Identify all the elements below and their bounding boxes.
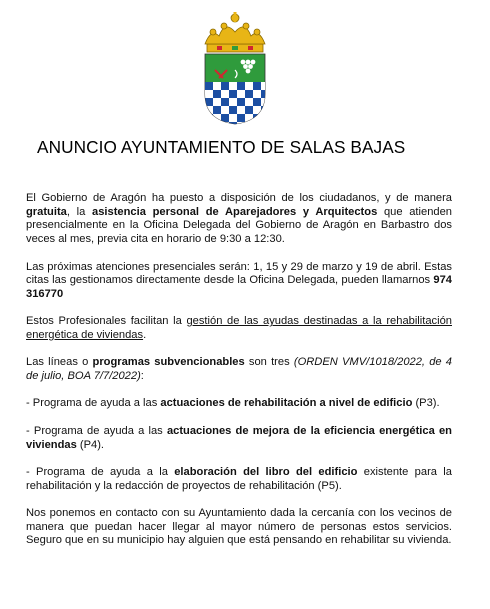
page-title: ANUNCIO AYUNTAMIENTO DE SALAS BAJAS [37, 137, 406, 157]
paragraph-closing: Nos ponemos en contacto con su Ayuntamiento dada la cercanía con los vecinos de manera que puedan hacer llegar al mayor número de personas estos servicios. Seguro que en su municipio hay alguien que está pensando en rehabilitar su vivienda. [26, 507, 452, 547]
paragraph-programs: Las líneas o programas subvencionables son tres (ORDEN VMV/1018/2022, de 4 de julio, BOA 7/7/2022): [26, 356, 452, 383]
paragraph-intro: El Gobierno de Aragón ha puesto a disposición de los ciudadanos, y de manera gratuita, la asistencia personal de Aparejadores y Arquitectos que atienden presencialmente en la Oficina Delegada del Gobierno de Aragón en Barbastro dos veces al mes, previa cita en horario de 9:30 a 12:30. [26, 192, 452, 246]
paragraph-services: Estos Profesionales facilitan la gestión de las ayudas destinadas a la rehabilitación energética de viviendas. [26, 315, 452, 341]
crown-icon [205, 12, 265, 52]
list-item-p5: - Programa de ayuda a la elaboración del libro del edificio existente para la rehabilitación y la redacción de proyectos de rehabilitación (P5). [26, 465, 452, 492]
announcement-body [26, 192, 452, 562]
phone-number: 974 316770 [26, 274, 452, 300]
list-item-p3: - Programa de ayuda a las actuaciones de rehabilitación a nivel de edificio (P3). [26, 397, 440, 410]
list-item-p4: - Programa de ayuda a las actuaciones de mejora de la eficiencia energética en viviendas (P4). [26, 424, 452, 451]
coat-of-arms-icon [193, 8, 277, 126]
paragraph-dates: Las próximas atenciones presenciales serán: 1, 15 y 29 de marzo y 19 de abril. Estas citas las gestionamos directamente desde la Oficina Delegada, pueden llamarnos 974 316770 [26, 260, 452, 300]
shield-icon [205, 54, 265, 124]
